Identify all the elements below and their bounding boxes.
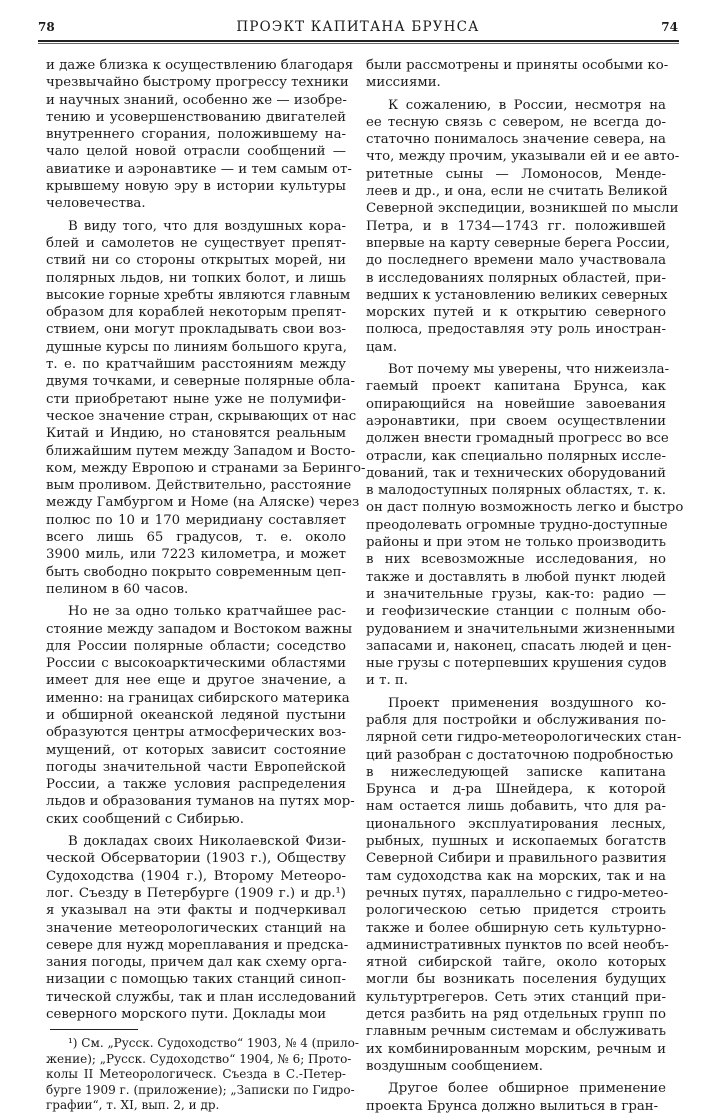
- paragraph: [366, 97, 680, 356]
- paragraph: [366, 57, 669, 92]
- text-line: лог. Съезду в Петербурге (1909 г.) и др.¹): [46, 885, 346, 901]
- text-line: также и более обширную сеть культурно-: [366, 920, 666, 936]
- text-line: погоды значительной части Европейской: [46, 759, 346, 775]
- text-line: впервые на карту северные берега России,: [366, 235, 670, 251]
- text-line: ные грузы с потерпевших крушения судов: [366, 656, 667, 672]
- text-line: ских сообщений с Сибирью.: [46, 811, 244, 827]
- text-line: главным речным системам и обслуживать: [366, 1024, 666, 1040]
- paragraph: [46, 603, 355, 828]
- text-line: миссиями.: [366, 75, 441, 91]
- text-line: душные курсы по линиям большого круга,: [46, 339, 347, 355]
- text-line: авиатике и аэронавтике — и тем самым от-: [46, 161, 352, 177]
- paragraph: [46, 833, 357, 1023]
- text-line: ческой Обсерватории (1903 г.), Обществу: [46, 851, 346, 867]
- text-line: отрасли, как специально полярных иссле-: [366, 448, 666, 464]
- header-rule: [38, 40, 679, 44]
- text-line: и научных знаний, особенно же — изобре-: [46, 92, 347, 108]
- text-line: должен внести громадный прогресс во все: [366, 431, 669, 447]
- text-line: Северной Сибири и правильного развития: [366, 851, 667, 867]
- text-line: двумя точками, и северные полярные обла-: [46, 374, 355, 390]
- text-line: опирающийся на новейшие завоевания: [366, 396, 666, 412]
- text-line: дований, так и технических оборудований: [366, 465, 666, 481]
- text-line: культуртрегеров. Сеть этих станций при-: [366, 989, 666, 1005]
- text-line: административных пунктов по всей необъ-: [366, 937, 669, 953]
- text-line: рологическою сетью придется строить: [366, 903, 666, 919]
- footnote-line: ¹) См. „Русск. Судоходство“ 1903, № 4 (прило-: [68, 1036, 359, 1051]
- page-number-right: 74: [661, 20, 678, 34]
- text-line: и значительные грузы, как-то: радио —: [366, 586, 666, 602]
- text-line: рабля для постройки и обслуживания по-: [366, 712, 666, 728]
- text-line: В докладах своих Николаевской Физи-: [68, 834, 346, 850]
- footnote: [46, 1036, 359, 1114]
- text-line: Проект применения воздушного ко-: [388, 695, 666, 711]
- text-line: там судоходства как на морских, так и на: [366, 868, 666, 884]
- paragraph: [366, 695, 682, 1076]
- text-line: тению и усовершенствованию двигателей: [46, 109, 346, 125]
- text-line: их комбинированным морским, речным и: [366, 1041, 666, 1057]
- text-line: я указывал на эти факты и подчеркивал: [46, 903, 346, 919]
- text-line: быть свободно покрыто современным цеп-: [46, 564, 346, 580]
- right-column: [366, 57, 684, 1115]
- text-line: аэронавтики, при своем осуществлении: [366, 413, 666, 429]
- text-line: Судоходства (1904 г.), Второму Метеоро-: [46, 868, 346, 884]
- text-line: в нижеследующей записке капитана: [366, 764, 666, 780]
- text-line: Другое более обширное применение: [388, 1081, 666, 1097]
- text-line: между Гамбургом и Номе (на Аляске) через: [46, 495, 360, 511]
- text-line: сти приобретают ныне уже не полумифи-: [46, 391, 346, 407]
- text-line: в них всевозможные исследования, но: [366, 552, 666, 568]
- text-line: В виду того, что для воздушных кора-: [68, 218, 346, 234]
- text-line: ее тесную связь с севером, не всегда до-: [366, 114, 666, 130]
- text-line: России с высокоарктическими областями: [46, 656, 346, 672]
- text-line: в исследованиях полярных областей, при-: [366, 270, 666, 286]
- footnote-rule: [50, 1029, 138, 1030]
- paragraph: [46, 218, 366, 599]
- text-line: рыбных, пушных и ископаемых богатств: [366, 834, 666, 850]
- left-column: [46, 57, 366, 1114]
- text-line: вым проливом. Действительно, расстояние: [46, 478, 352, 494]
- text-line: ций разобран с достаточною подробностью: [366, 747, 674, 763]
- text-line: России, а также условия распределения: [46, 777, 346, 793]
- text-line: лярной сети гидро-метеорологических стан-: [366, 730, 682, 746]
- running-title: ПРОЭКТ КАПИТАНА БРУНСА: [236, 19, 480, 35]
- text-line: внутреннего сгорания, положившему на-: [46, 127, 346, 143]
- running-header: [38, 18, 678, 40]
- text-line: крывшему новую эру в истории культуры: [46, 179, 346, 195]
- text-line: в малодоступных полярных областях, т. к.: [366, 483, 666, 499]
- text-line: К сожалению, в России, несмотря на: [388, 97, 666, 113]
- text-line: были рассмотрены и приняты особыми ко-: [366, 58, 669, 73]
- footnote-line: колы II Метеорологическ. Съезда в С.-Петер-: [46, 1067, 346, 1082]
- text-line: речных путях, параллельно с гидро-метео-: [366, 885, 669, 901]
- text-line: пелином в 60 часов.: [46, 581, 189, 597]
- page-number-left: 78: [38, 20, 55, 34]
- text-line: чало целой новой отрасли сообщений —: [46, 144, 346, 160]
- text-line: до последнего времени мало участвовала: [366, 253, 666, 269]
- text-line: полюса, предоставляя эту роль иностран-: [366, 322, 666, 338]
- text-line: ционального эксплуатирования лесных,: [366, 816, 666, 832]
- text-line: высокие горные хребты являются главным: [46, 287, 351, 303]
- text-line: человечества.: [46, 196, 146, 212]
- text-line: преодолевать огромные трудно-доступные: [366, 517, 668, 533]
- text-line: рудованием и значительными жизненными: [366, 621, 676, 637]
- text-line: зания погоды, причем дал как схему орга-: [46, 955, 347, 971]
- text-line: значение метеорологических станций на: [46, 920, 346, 936]
- text-line: и обширной океанской ледяной пустыни: [46, 707, 346, 723]
- text-line: и т. п.: [366, 673, 408, 689]
- text-line: именно: на границах сибирского материка: [46, 690, 350, 706]
- text-line: 3900 миль, или 7223 километра, и может: [46, 547, 346, 563]
- footnote-line: графии“, т. XI, вып. 2, и др.: [46, 1098, 220, 1113]
- text-line: низации с помощью таких станций синоп-: [46, 972, 346, 988]
- text-line: севере для нужд мореплавания и предска-: [46, 937, 349, 953]
- text-line: ком, между Европою и странами за Беринго-: [46, 460, 366, 476]
- text-line: леев и др., и она, если не считать Великой: [366, 184, 668, 200]
- text-line: Вот почему мы уверены, что нижеизла-: [388, 362, 670, 378]
- text-line: проекта Брунса должно вылиться в гран-: [366, 1098, 659, 1114]
- text-line: что, между прочим, указывали ей и ее авто-: [366, 149, 680, 165]
- text-line: ческое значение стран, скрывающих от нас: [46, 408, 357, 424]
- text-line: всего лишь 65 градусов, т. е. около: [46, 530, 346, 546]
- text-line: ведших к установлению великих северных: [366, 287, 668, 303]
- text-line: районы и при этом не только производить: [366, 535, 666, 551]
- text-line: также и доставлять в любой пункт людей: [366, 569, 666, 585]
- text-line: ствий ни со стороны открытых морей, ни: [46, 253, 346, 269]
- footnote-line: жение); „Русск. Судоходство“ 1904, № 6; Прото-: [46, 1051, 352, 1066]
- text-line: ритетные сыны — Ломоносов, Менде-: [366, 166, 666, 182]
- text-line: запасами и, наконец, спасать людей и цен-: [366, 638, 672, 654]
- text-line: полюс по 10 и 170 меридиану составляет: [46, 512, 346, 528]
- paragraph: [46, 57, 354, 213]
- text-line: имеет для нее еще и другое значение, а: [46, 673, 346, 689]
- footnote-line: бурге 1909 г. (приложение); „Записки по Гидро-: [46, 1082, 355, 1097]
- text-line: полярных льдов, ни топких болот, и лишь: [46, 270, 346, 286]
- text-line: цам.: [366, 339, 398, 355]
- text-line: образом для кораблей некоторым препят-: [46, 305, 346, 321]
- paragraph: [366, 1080, 666, 1115]
- text-line: блей и самолетов не существует препят-: [46, 235, 346, 251]
- text-line: дется разбить на ряд отдельных групп по: [366, 1007, 666, 1023]
- text-line: северного морского пути. Доклады мои: [46, 1007, 327, 1023]
- text-line: льдов и образования туманов на путях мор-: [46, 794, 355, 810]
- text-line: могли бы возникать поселения будущих: [366, 972, 666, 988]
- text-line: и геофизические станции с полным обо-: [366, 604, 666, 620]
- text-line: для России полярные области; соседство: [46, 638, 346, 654]
- text-line: воздушным сообщением.: [366, 1058, 543, 1074]
- text-line: статочно понималось значение севера, на: [366, 132, 666, 148]
- text-line: ближайшим путем между Западом и Восто-: [46, 443, 356, 459]
- text-line: нам остается лишь добавить, что для ра-: [366, 799, 666, 815]
- text-line: Брунса и д-ра Шнейдера, к которой: [366, 782, 666, 798]
- text-line: он даст полную возможность легко и быстро: [366, 500, 684, 516]
- text-line: Но не за одно только кратчайшее рас-: [68, 604, 346, 620]
- text-line: стояние между западом и Востоком важны: [46, 621, 353, 637]
- text-line: ствием, они могут прокладывать свои воз-: [46, 322, 346, 338]
- text-line: Петра, и в 1734—1743 гг. положившей: [366, 218, 666, 234]
- text-line: тической службы, так и план исследований: [46, 989, 357, 1005]
- text-line: чрезвычайно быстрому прогрессу техники: [46, 75, 349, 91]
- text-line: Северной экспедиции, возникшей по мысли: [366, 201, 679, 217]
- text-line: мущений, от которых зависит состояние: [46, 742, 346, 758]
- text-line: гаемый проект капитана Брунса, как: [366, 379, 666, 395]
- paragraph: [366, 361, 684, 690]
- text-line: Китай и Индию, но становятся реальным: [46, 426, 346, 442]
- text-line: т. е. по кратчайшим расстояниям между: [46, 357, 346, 373]
- text-line: образуются центры атмосферических воз-: [46, 725, 346, 741]
- text-line: и даже близка к осуществлению благодаря: [46, 58, 354, 73]
- text-line: ятной сибирской тайге, около которых: [366, 955, 666, 971]
- text-line: морских путей и к открытию северного: [366, 305, 666, 321]
